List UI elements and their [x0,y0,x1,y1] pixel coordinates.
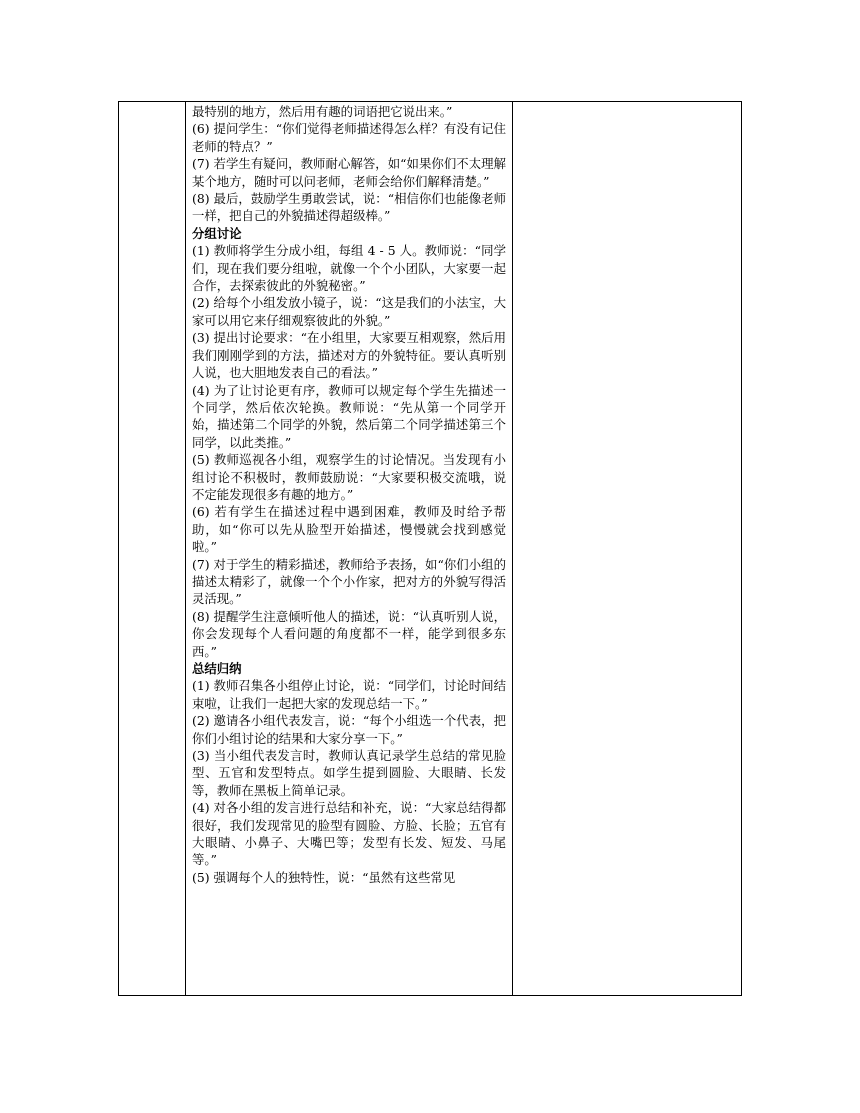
list-item: (1) 教师将学生分成小组，每组 4 - 5 人。教师说：“同学们，现在我们要分组啦，就像一个个小团队，大家要一起合作，去探索彼此的外貌秘密。” [192,243,506,294]
list-item: (6) 若有学生在描述过程中遇到困难，教师及时给予帮助，如“你可以先从脸型开始描述，慢慢就会找到感觉啦。” [192,504,506,555]
activity-content [186,102,512,886]
section-heading-group-discussion: 分组讨论 [192,225,242,241]
list-item: (2) 邀请各小组代表发言，说：“每个小组选一个代表，把你们小组讨论的结果和大家分享一下。” [192,713,506,746]
activity-content-cell [186,102,513,996]
table-row [119,102,742,996]
content-line: (7) 若学生有疑问，教师耐心解答，如“如果你们不太理解某个地方，随时可以问老师，老师会给你们解释清楚。” [192,156,506,189]
list-item: (7) 对于学生的精彩描述，教师给予表扬，如“你们小组的描述太精彩了，就像一个个小作家，把对方的外貌写得活灵活现。” [192,556,506,607]
list-item: (4) 为了让讨论更有序，教师可以规定每个学生先描述一个同学，然后依次轮换。教师说：“先从第一个同学开始，描述第二个同学的外貌，然后第二个同学描述第三个同学，以此类推。” [192,382,506,450]
section-heading-summary: 总结归纳 [192,661,242,676]
list-item: (3) 当小组代表发言时，教师认真记录学生总结的常见脸型、五官和发型特点。如学生提到圆脸、大眼睛、长发等，教师在黑板上简单记录。 [192,748,506,798]
list-item: (2) 给每个小组发放小镜子，说：“这是我们的小法宝，大家可以用它来仔细观察彼此的外貌。” [192,295,506,328]
list-item: (4) 对各小组的发言进行总结和补充，说：“大家总结得都很好，我们发现常见的脸型有圆脸、方脸、长脸；五官有大眼睛、小鼻子、大嘴巴等；发型有长发、短发、马尾等。” [192,800,506,868]
list-item: (3) 提出讨论要求：“在小组里，大家要互相观察，然后用我们刚刚学到的方法，描述对方的外貌特征。要认真听别人说，也大胆地发表自己的看法。” [192,330,506,381]
stage-column-cell [119,102,186,996]
list-item: (8) 提醒学生注意倾听他人的描述，说：“认真听别人说，你会发现每个人看问题的角度都不一样，能学到很多东西。” [192,608,506,659]
list-item: (5) 教师巡视各小组，观察学生的讨论情况。当发现有小组讨论不积极时，教师鼓励说：“大家要积极交流哦，说不定能发现很多有趣的地方。” [192,452,506,502]
list-item: (5) 强调每个人的独特性，说：“虽然有这些常见 [192,869,456,885]
content-line: (8) 最后，鼓励学生勇敢尝试，说：“相信你们也能像老师一样，把自己的外貌描述得超级棒。” [192,191,506,224]
content-line: 最特别的地方，然后用有趣的词语把它说出来。” [192,104,453,119]
notes-column-cell [513,102,742,996]
list-item: (1) 教师召集各小组停止讨论，说：“同学们，讨论时间结束啦，让我们一起把大家的发现总结一下。” [192,678,506,711]
content-line: (6) 提问学生：“你们觉得老师描述得怎么样？有没有记住老师的特点？” [192,121,506,154]
lesson-plan-table [118,101,742,996]
